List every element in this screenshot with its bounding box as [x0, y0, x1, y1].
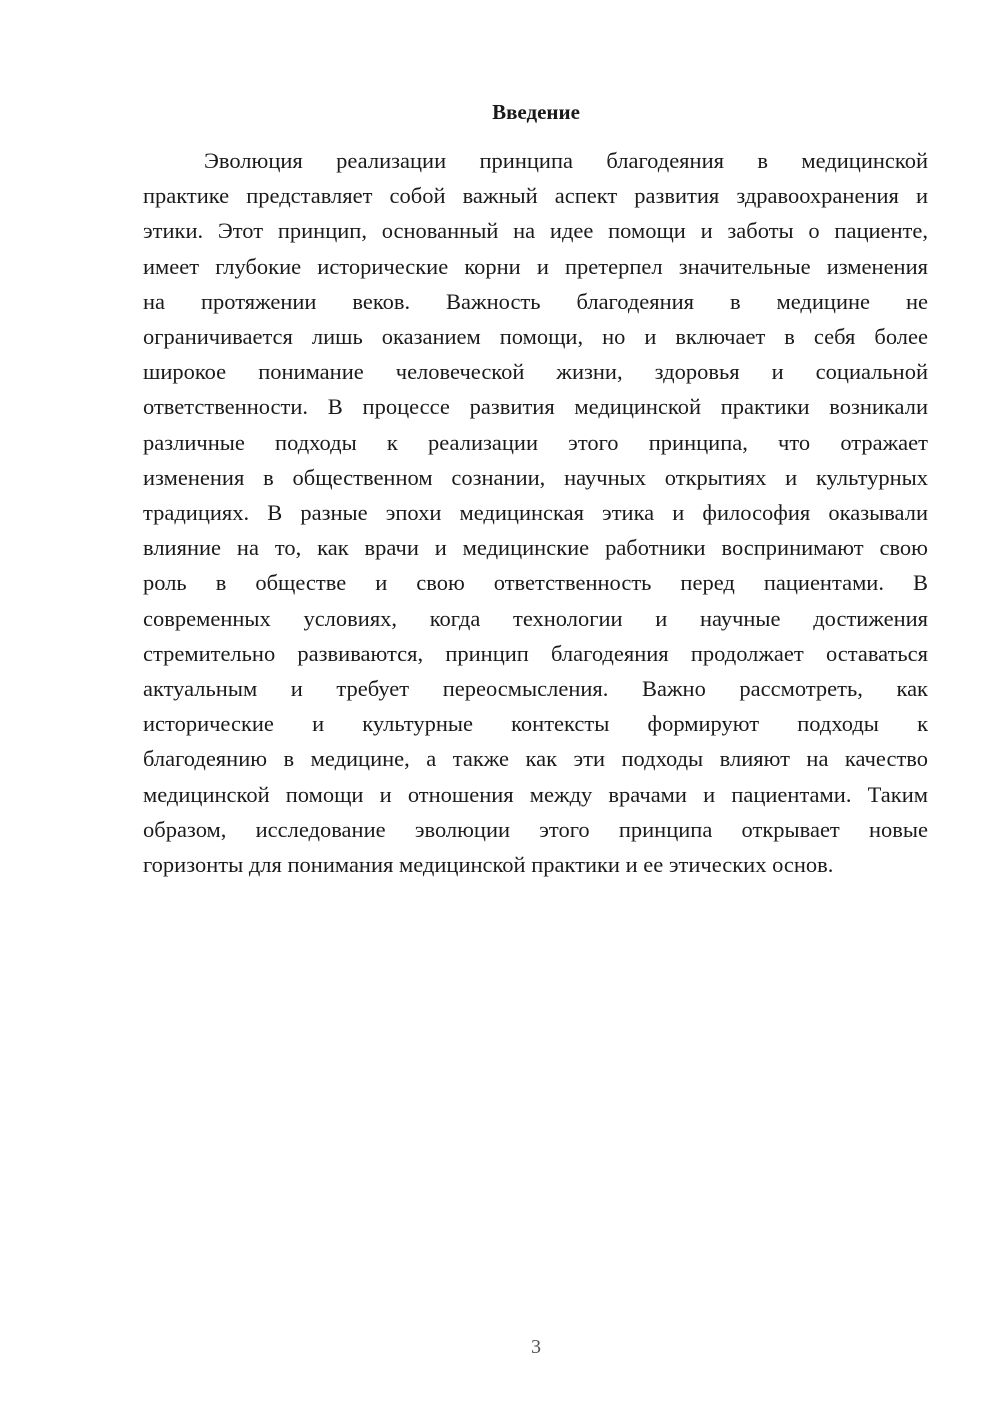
paragraph-line: влияние на то, как врачи и медицинские работники воспринимают свою [143, 535, 928, 561]
paragraph-line: актуальным и требует переосмысления. Важно рассмотреть, как [143, 676, 928, 702]
body-paragraph [143, 143, 928, 882]
paragraph-line: горизонты для понимания медицинской практики и ее этических основ. [143, 852, 834, 878]
paragraph-line: ответственности. В процессе развития медицинской практики возникали [143, 394, 928, 420]
paragraph-line: изменения в общественном сознании, научных открытиях и культурных [143, 464, 928, 490]
paragraph-line: стремительно развиваются, принцип благодеяния продолжает оставаться [143, 640, 928, 666]
paragraph-line: этики. Этот принцип, основанный на идее помощи и заботы о пациенте, [143, 218, 928, 244]
paragraph-line: широкое понимание человеческой жизни, здоровья и социальной [143, 359, 928, 385]
paragraph-line: имеет глубокие исторические корни и претерпел значительные изменения [143, 253, 928, 279]
paragraph-line: традициях. В разные эпохи медицинская этика и философия оказывали [143, 500, 928, 526]
paragraph-line: исторические и культурные контексты формируют подходы к [143, 711, 928, 737]
paragraph-line: Эволюция реализации принципа благодеяния в медицинской [204, 148, 928, 173]
paragraph-line: на протяжении веков. Важность благодеяния в медицине не [143, 288, 928, 314]
section-heading: Введение [492, 100, 580, 124]
paragraph-line: медицинской помощи и отношения между врачами и пациентами. Таким [143, 781, 928, 807]
paragraph-line: ограничивается лишь оказанием помощи, но и включает в себя более [143, 324, 928, 350]
paragraph-line: благодеянию в медицине, а также как эти подходы влияют на качество [143, 746, 928, 772]
paragraph-line: образом, исследование эволюции этого принципа открывает новые [143, 816, 928, 842]
paragraph-line: современных условиях, когда технологии и научные достижения [143, 605, 928, 631]
paragraph-line: различные подходы к реализации этого принципа, что отражает [143, 429, 928, 455]
paragraph-line: роль в обществе и свою ответственность перед пациентами. В [143, 570, 928, 596]
page-number: 3 [531, 1336, 541, 1358]
paragraph-line: практике представляет собой важный аспект развития здравоохранения и [143, 183, 928, 209]
